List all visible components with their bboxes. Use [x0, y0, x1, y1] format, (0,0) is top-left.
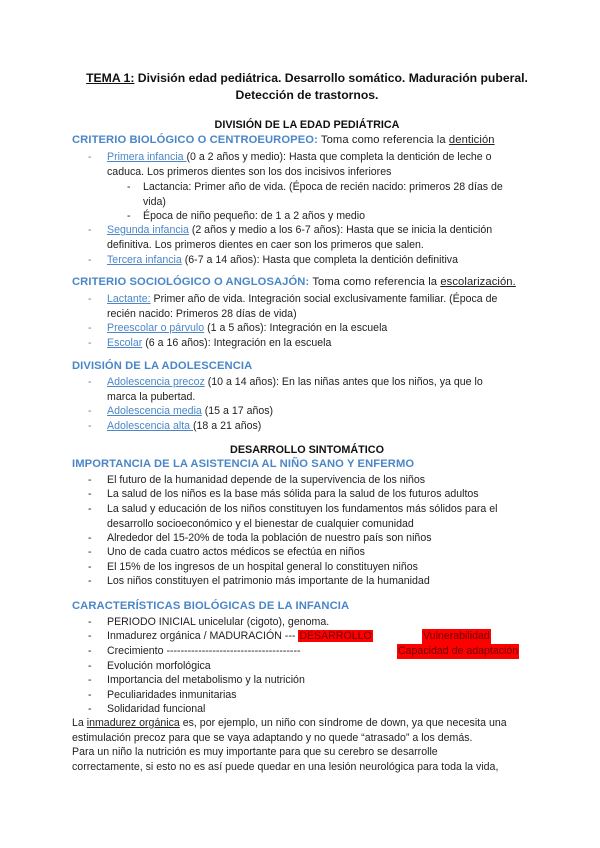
list-item-segunda-infancia [107, 223, 539, 252]
list-item-lactante [107, 292, 539, 321]
term-link[interactable]: Segunda infancia [107, 224, 189, 236]
term-link[interactable]: Tercera infancia [107, 254, 182, 266]
list-item: La salud de los niños es la base más sólida para la salud de los futuros adultos [107, 488, 479, 500]
list-bullet: - [88, 616, 92, 628]
list-item-adolescencia-precoz [107, 375, 539, 404]
list-item-adolescencia-media [107, 404, 539, 419]
list-bullet: - [88, 532, 92, 544]
item-text-continued: vida) [143, 195, 166, 208]
list-bullet: - [88, 151, 92, 163]
sublist-bullet: - [127, 210, 131, 222]
list-item-preescolar [107, 321, 539, 336]
list-item-primera-infancia [107, 150, 539, 179]
list-bullet: - [88, 630, 92, 642]
list-bullet: - [88, 254, 92, 266]
list-item: Los niños constituyen el patrimonio más importante de la humanidad [107, 575, 430, 587]
title-line1: División edad pediátrica. Desarrollo somático. Maduración puberal. [134, 71, 528, 85]
term-link[interactable]: Adolescencia alta [107, 420, 193, 432]
heading-label: CRITERIO SOCIOLÓGICO O ANGLOSAJÓN: [72, 276, 310, 288]
heading-label: CRITERIO BIOLÓGICO O CENTROEUROPEO: [72, 134, 318, 146]
heading-division-adolescencia: DIVISIÓN DE LA ADOLESCENCIA [72, 360, 253, 372]
list-bullet: - [88, 322, 92, 334]
item-text: (15 a 17 años) [201, 405, 274, 417]
list-bullet: - [88, 703, 92, 715]
body-paragraph-2 [72, 745, 542, 774]
item-text: (6-7 a 14 años): Hasta que completa la dentición definitiva [181, 254, 458, 266]
list-bullet: - [88, 405, 92, 417]
title-prefix: TEMA 1: [86, 71, 135, 85]
item-text: Primer año de vida. Integración social exclusivamente familiar. (Época de [150, 293, 498, 305]
sublist-bullet: - [127, 181, 131, 193]
paragraph-text-continued: correctamente, si esto no es así puede quedar en una lesión neurológica para toda la vida, [72, 760, 499, 773]
heading-caracteristicas: CARACTERÍSTICAS BIOLÓGICAS DE LA INFANCIA [72, 600, 350, 612]
list-bullet: - [88, 474, 92, 486]
section-title-desarrollo: DESARROLLO SINTOMÁTICO [230, 444, 384, 456]
list-bullet: - [88, 689, 92, 701]
term-link[interactable]: Lactante: [107, 293, 151, 305]
list-item: Solidaridad funcional [107, 703, 206, 715]
item-text-continued: caduca. Los primeros dientes son los dos incisivos inferiores [107, 165, 392, 178]
list-bullet: - [88, 488, 92, 500]
highlight-desarrollo: DESARROLLO [299, 630, 372, 642]
term-link[interactable]: Adolescencia precoz [107, 376, 205, 388]
item-text: (6 a 16 años): Integración en la escuela [142, 337, 332, 349]
list-bullet: - [88, 293, 92, 305]
list-bullet: - [88, 660, 92, 672]
list-item: Uno de cada cuatro actos médicos se efectúa en niños [107, 546, 365, 558]
list-item [107, 502, 539, 531]
list-bullet: - [88, 645, 92, 657]
term-link[interactable]: Preescolar o párvulo [107, 322, 205, 334]
list-bullet: - [88, 420, 92, 432]
list-item-tercera-infancia [107, 253, 539, 268]
heading-rest-text: Toma como referencia la [309, 276, 441, 288]
highlight-capacidad-adaptacion: Capacidad de adaptación [398, 645, 519, 657]
item-text: (2 años y medio a los 6-7 años): Hasta que se inicia la dentición [188, 224, 493, 236]
heading-criterio-biologico [72, 133, 495, 148]
heading-rest [318, 134, 495, 146]
document-title [72, 70, 542, 104]
item-text: Inmadurez orgánica / MADURACIÓN --- [107, 630, 299, 642]
list-item: El 15% de los ingresos de un hospital general lo constituyen niños [107, 561, 418, 573]
list-item: Evolución morfológica [107, 660, 211, 672]
list-item-escolar [107, 336, 539, 351]
paragraph-text: La [72, 717, 87, 729]
term-link[interactable]: Adolescencia media [107, 405, 202, 417]
list-item: PERIODO INICIAL unicelular (cigoto), genoma. [107, 616, 330, 628]
list-item-adolescencia-alta [107, 419, 539, 434]
paragraph-text-continued: estimulación precoz para que se vaya adaptando y no quede “atrasado” a los demás. [72, 731, 473, 744]
heading-rest [309, 276, 516, 288]
list-bullet: - [88, 337, 92, 349]
list-bullet: - [88, 503, 92, 515]
list-bullet: - [88, 376, 92, 388]
term-link[interactable]: Escolar [107, 337, 143, 349]
list-bullet: - [88, 674, 92, 686]
term-link[interactable]: Primera infancia [107, 151, 187, 163]
body-paragraph-1 [72, 716, 542, 745]
sublist-item-nino-pequeno [143, 209, 543, 224]
item-text: Lactancia: Primer año de vida. (Época de recién nacido: primeros 28 días de [143, 181, 503, 193]
item-text: (10 a 14 años): En las niñas antes que los niños, ya que lo [204, 376, 483, 388]
list-bullet: - [88, 546, 92, 558]
section-title-division: DIVISIÓN DE LA EDAD PEDIÁTRICA [214, 119, 400, 131]
heading-rest-text: Toma como referencia la [317, 134, 449, 146]
highlight-vulnerabilidad: Vulnerabilidad [423, 630, 490, 642]
list-item: El futuro de la humanidad depende de la supervivencia de los niños [107, 474, 426, 486]
item-text: Época de niño pequeño: de 1 a 2 años y medio [143, 210, 366, 222]
item-text: (1 a 5 años): Integración en la escuela [204, 322, 388, 334]
list-item: Alrededor del 15-20% de toda la población de nuestro país son niños [107, 532, 432, 544]
paragraph-underlined: inmadurez orgánica [86, 717, 180, 729]
title-line2: Detección de trastornos. [235, 88, 379, 102]
item-text: (0 a 2 años y medio): Hasta que completa la dentición de leche o [186, 151, 492, 163]
heading-criterio-sociologico [72, 275, 516, 290]
paragraph-text: es, por ejemplo, un niño con síndrome de down, ya que necesita una [179, 717, 507, 729]
item-text-continued: marca la pubertad. [107, 390, 196, 403]
list-bullet: - [88, 575, 92, 587]
item-text-continued: recién nacido: Primeros 28 días de vida) [107, 307, 297, 320]
item-text: (18 a 21 años) [192, 420, 262, 432]
list-item-crecimiento: Crecimiento -------------------------------------- [107, 645, 301, 657]
list-bullet: - [88, 224, 92, 236]
paragraph-text: Para un niño la nutrición es muy importante para que su cerebro se desarrolle [72, 746, 438, 758]
sublist-item-lactancia [143, 180, 543, 209]
heading-importancia: IMPORTANCIA DE LA ASISTENCIA AL NIÑO SANO Y ENFERMO [72, 458, 415, 470]
item-text-continued: definitiva. Los primeros dientes en caer son los primeros que salen. [107, 238, 424, 251]
list-item: Peculiaridades inmunitarias [107, 689, 237, 701]
list-bullet: - [88, 561, 92, 573]
item-text-continued: desarrollo socioeconómico y el bienestar de cualquier comunidad [107, 517, 414, 530]
list-item: Importancia del metabolismo y la nutrición [107, 674, 305, 686]
heading-rest-underlined: dentición [448, 134, 495, 146]
heading-rest-underlined: escolarización. [440, 276, 516, 288]
item-text: La salud y educación de los niños constituyen los fundamentos más sólidos para el [107, 503, 498, 515]
